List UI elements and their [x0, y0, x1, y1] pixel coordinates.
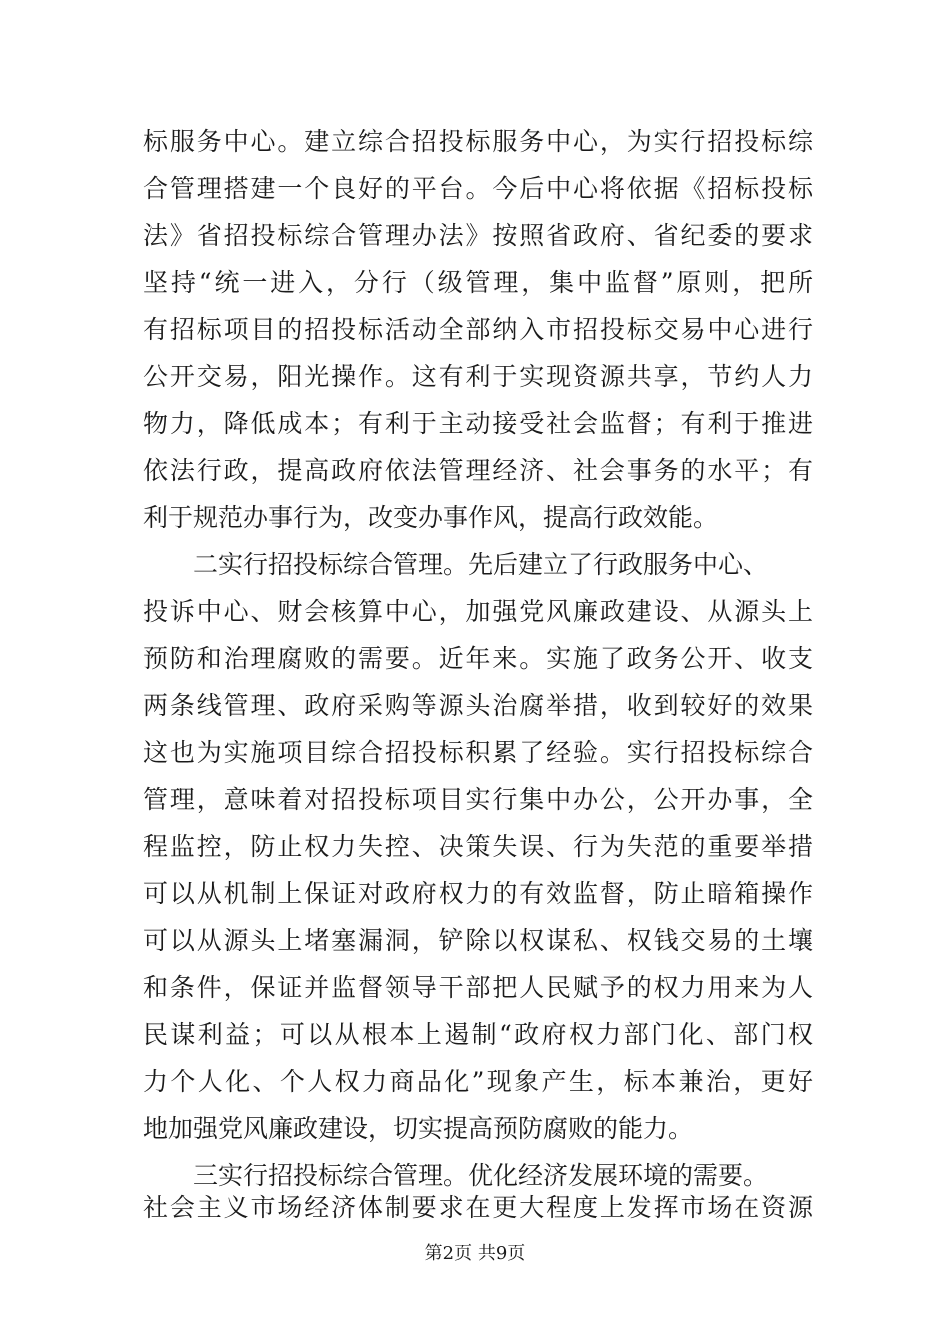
text-line: 利于规范办事行为，改变办事作风，提高行政效能。 [143, 503, 719, 532]
paragraph-start-line: 三实行招投标综合管理。优化经济发展环境的需要。 [193, 1161, 769, 1190]
text-line: 民谋利益；可以从根本上遏制“政府权力部门化、部门权 [143, 1020, 813, 1049]
text-line: 社会主义市场经济体制要求在更大程度上发挥市场在资源 [143, 1193, 813, 1222]
text-line: 标服务中心。建立综合招投标服务中心，为实行招投标综 [143, 127, 813, 156]
text-line: 物力，降低成本；有利于主动接受社会监督；有利于推进 [143, 409, 813, 438]
text-line: 合管理搭建一个良好的平台。今后中心将依据《招标投标 [143, 174, 813, 203]
page-number-footer: 第2页 共9页 [424, 1243, 526, 1264]
text-line: 地加强党风廉政建设，切实提高预防腐败的能力。 [143, 1114, 694, 1143]
text-line: 预防和治理腐败的需要。近年来。实施了政务公开、收支 [143, 644, 813, 673]
text-line: 坚持“统一进入，分行（级管理，集中监督”原则，把所 [143, 268, 813, 297]
text-line: 管理，意味着对招投标项目实行集中办公，公开办事，全 [143, 785, 813, 814]
text-line: 程监控，防止权力失控、决策失误、行为失范的重要举措 [143, 832, 813, 861]
text-line: 两条线管理、政府采购等源头治腐举措，收到较好的效果 [143, 691, 813, 720]
text-line: 可以从机制上保证对政府权力的有效监督，防止暗箱操作 [143, 879, 813, 908]
text-line: 这也为实施项目综合招投标积累了经验。实行招投标综合 [143, 738, 813, 767]
text-line: 和条件，保证并监督领导干部把人民赋予的权力用来为人 [143, 973, 813, 1002]
text-line: 有招标项目的招投标活动全部纳入市招投标交易中心进行 [143, 315, 813, 344]
text-line: 力个人化、个人权力商品化”现象产生，标本兼治，更好 [143, 1067, 813, 1096]
paragraph-start-line: 二实行招投标综合管理。先后建立了行政服务中心、 [193, 550, 769, 579]
text-line: 依法行政，提高政府依法管理经济、社会事务的水平；有 [143, 456, 813, 485]
text-line: 公开交易，阳光操作。这有利于实现资源共享，节约人力 [143, 362, 813, 391]
text-line: 法》省招投标综合管理办法》按照省政府、省纪委的要求 [143, 221, 813, 250]
text-line: 投诉中心、财会核算中心，加强党风廉政建设、从源头上 [143, 597, 813, 626]
text-line: 可以从源头上堵塞漏洞，铲除以权谋私、权钱交易的土壤 [143, 926, 813, 955]
